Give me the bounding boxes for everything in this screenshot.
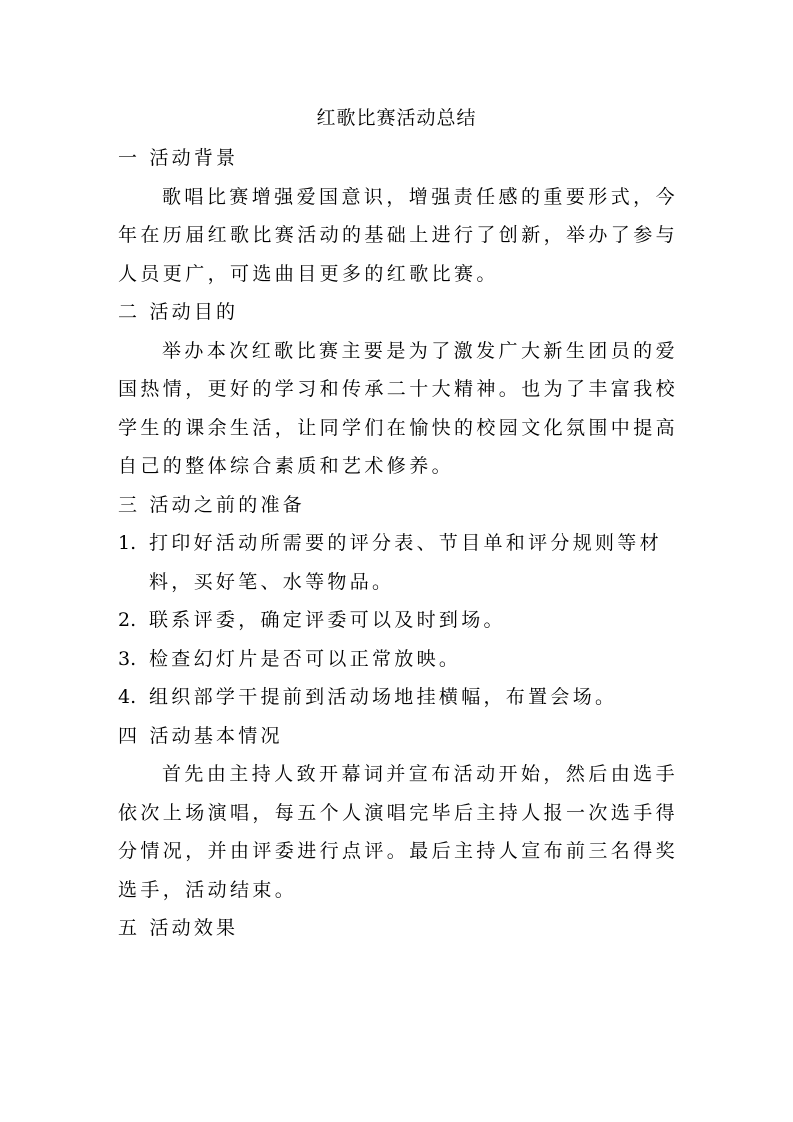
section-paragraph-background: 歌唱比赛增强爱国意识，增强责任感的重要形式，今年在历届红歌比赛活动的基础上进行了创新，举办了参与人员更广，可选曲目更多的红歌比赛。 <box>118 185 679 285</box>
list-item <box>118 601 678 640</box>
list-item-number: 1. <box>118 532 137 554</box>
document-title: 红歌比赛活动总结 <box>316 107 477 129</box>
document-body <box>118 139 678 948</box>
list-item-number: 2. <box>118 609 137 631</box>
section-heading-results: 五 活动效果 <box>118 917 239 939</box>
section-heading-preparation: 三 活动之前的准备 <box>118 493 305 516</box>
list-item-text: 检查幻灯片是否可以正常放映。 <box>149 647 462 670</box>
list-item-text: 打印好活动所需要的评分表、节目单和评分规则等材料，买好笔、水等物品。 <box>149 532 662 593</box>
section-paragraph-purpose: 举办本次红歌比赛主要是为了激发广大新生团员的爱国热情，更好的学习和传承二十大精神。也为了丰富我校学生的课余生活，让同学们在愉快的校园文化氛围中提高自己的整体综合素质和艺术修养。 <box>118 339 679 477</box>
section-heading-purpose: 二 活动目的 <box>118 301 239 323</box>
section-paragraph-overview: 首先由主持人致开幕词并宣布活动开始，然后由选手依次上场演唱，每五个人演唱完毕后主持人报一次选手得分情况，并由评委进行点评。最后主持人宣布前三名得奖选手，活动结束。 <box>118 763 679 901</box>
list-item-number: 3. <box>118 647 137 670</box>
list-item-text: 组织部学干提前到活动场地挂横幅，布置会场。 <box>149 686 618 708</box>
list-item <box>118 640 678 679</box>
section-heading-overview: 四 活动基本情况 <box>118 724 283 747</box>
list-item <box>118 524 678 601</box>
list-item-text: 联系评委，确定评委可以及时到场。 <box>149 609 506 631</box>
list-item-number: 4. <box>118 686 137 708</box>
section-heading-background: 一 活动背景 <box>118 147 239 169</box>
list-item <box>118 678 678 717</box>
